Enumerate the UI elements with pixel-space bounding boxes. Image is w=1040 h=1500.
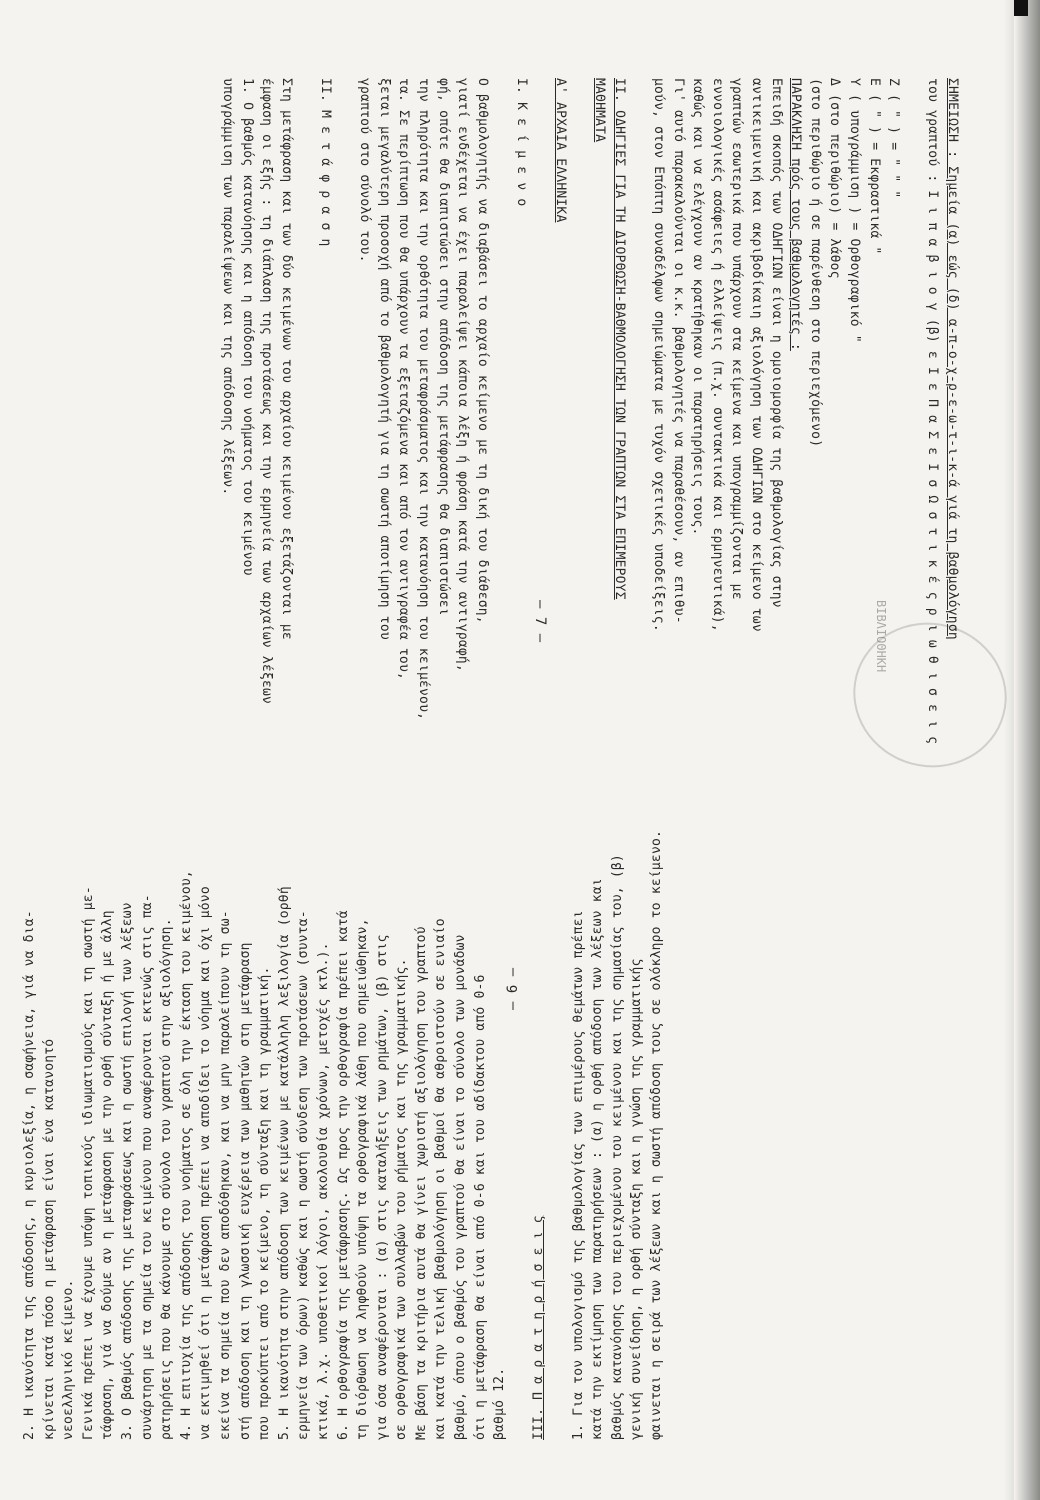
page7-line: φαινεται η σειρά των λέξεων και η σωστή απόδοση τους σε ολόκληρο το κείμενο. bbox=[649, 829, 664, 1440]
page7-line: να εκτιμηθεί ότι η μετάφραση πρέπει να αποδίδει το νόημα και όχι μόνο bbox=[198, 886, 214, 1440]
page6-line: 1. Ο βαθμός κατανόησης και η απόδοση του νοήματος του κειμένου bbox=[239, 78, 255, 576]
page7-line: γενική συνείδηση, η ορθή σύνταξη και η γνώση της γραμματικής bbox=[629, 958, 645, 1440]
page7-line: νεοελληνικό κείμενο. bbox=[61, 1279, 77, 1440]
page7-line: ότι η μετάφραση θα είναι από 0-6 και του αδίδακτου από 0-6 bbox=[472, 974, 488, 1440]
page6-line: Υ ( υπογράμμιση ) = Ορθογραφικό " bbox=[847, 78, 863, 343]
page6-line: υπογράμμιση των παραλείψεων και της απόδοσης λέξεων. bbox=[220, 78, 236, 496]
page6-line: αντικειμενική και ακριβοδίκαιη αξιολόγηση των ΟΔΗΓΙΩΝ στο κείμενο των bbox=[749, 78, 765, 632]
page7-line: βαθμό, όπου ο βαθμός του γραπτού θα είναι το σύνολο των μονάδων bbox=[453, 934, 469, 1440]
page6-line bbox=[296, 78, 316, 744]
page6-line: Στη μετάφραση και των δύο κειμένων του αρχαίου κειμένου εξετάζονται με bbox=[278, 78, 294, 640]
page6-line: εννοιολογικές ασάφειες ή ελλείψεις (π.χ. συντακτικά και ερμηνευτικά), bbox=[709, 78, 725, 632]
page6-line bbox=[492, 78, 512, 744]
page7-line bbox=[549, 830, 569, 1440]
page-number-6: – 6 – bbox=[505, 967, 521, 1010]
page6-line: ΙΙ. ΟΔΗΓΙΕΣ ΓΙΑ ΤΗ ΔΙΟΡΘΩΣΗ-ΒΑΘΜΟΛΟΓΗΣΗ ΤΩΝ ΓΡΑΠΤΩΝ ΣΤΑ ΕΠΙΜΕΡΟΥΣ bbox=[611, 78, 627, 600]
page6-line: (στο περιθώριο ή σε παρένθεση στο περιεχόμενο) bbox=[807, 78, 823, 448]
page6-line: Ζ ( " ) = " " " bbox=[886, 78, 902, 199]
page7-line: 6. Η ορθογραφία της μετάφρασης. Ως προς την ορθογραφία πρέπει κατά bbox=[335, 910, 351, 1440]
page6-line: ξεται μεγαλύτερη προσοχή από το βαθμολογητή για τη σωστή αποτίμηση του bbox=[376, 78, 392, 640]
page7-line: 5. Η ικανότητα στην απόδοση των κειμένων με κατάλληλη λεξιλογία (ορθή bbox=[276, 886, 292, 1440]
page6-line: Γι' αυτό παρακαλούνται οι κ.κ. βαθμολογητές να παραθέσουν, αν επιθυ- bbox=[670, 78, 686, 624]
page7-line: 4. Η επιτυχία της απόδοσης του νοήματος σε όλη την έκταση του κειμένου, bbox=[178, 870, 194, 1440]
page7-line: ΙΙΙ. Π α ρ α τ η ρ ή σ ε ι ς bbox=[531, 1215, 547, 1440]
page-7-text bbox=[20, 830, 667, 1440]
page6-line: Δ (στο περιθώριο) = λάθος bbox=[827, 78, 843, 279]
page6-line: τα. Σε περίπτωση που θα υπάρχουν τα εξεταζόμενα και από τον αντιγραφέα του, bbox=[396, 78, 412, 680]
page6-line: γραπτού στο σύνολό του. bbox=[357, 78, 373, 263]
page7-line: 3. Ο βαθμός απόδοσης της μεταφράσεως και η σωστή επιλογή των λέξεων bbox=[119, 902, 135, 1440]
page6-line bbox=[335, 78, 355, 744]
page6-line: καθώς και να ελέγχουν αν κρατήθηκαν οι παρατηρήσεις τους. bbox=[690, 78, 706, 536]
page7-line bbox=[510, 830, 530, 1440]
page7-line: βαθμό 12. bbox=[492, 1367, 508, 1440]
page7-line: κατά την εκτίμηση των παρατηρήσεων : (α) η ορθή απόδοση των λέξεων και bbox=[590, 878, 606, 1440]
page7-line: τη διόρθωση να ληφθούν υπόψη τα ορθογραφικά λάθη που σημειώθηκαν, bbox=[355, 918, 371, 1440]
page7-line: κρίνεται κατά πόσο η μετάφραση είναι ένα κατανοητό bbox=[41, 1038, 57, 1440]
page7-line: στή απόδοση και τη γλωσσική ευχέρεια των μαθητών στη μετάφραση bbox=[237, 942, 253, 1440]
page6-line: ΙΙ. Μ ε τ ά φ ρ α σ η bbox=[318, 78, 333, 247]
page7-line: Γενικά πρέπει να έχουμε υπόψη τοπικούς ιδιωματισμούς και τη σωστή με- bbox=[80, 886, 96, 1440]
page7-line: συνάρτηση με τα σημεία του κειμένου που αναφέρονται εκτενώς στις πα- bbox=[139, 894, 155, 1440]
library-stamp-text: ΒΙΒΛΙΟΘΗΚΗ bbox=[874, 600, 888, 673]
page7-line: και κατά την τελική βαθμολόγηση οι βαθμοί θα αθροιστούν σε ενιαίο bbox=[433, 918, 449, 1440]
page6-line: ΠΑΡΑΚΛΗΣΗ πρός τους βαθμολογητές : bbox=[788, 78, 804, 351]
page6-line: Ε ( " ) = Εκφραστικά " bbox=[866, 78, 882, 255]
page7-line: εκείνα τα σημεία που δεν αποδόθηκαν, και να μην παραλείπουν τη σω- bbox=[217, 910, 233, 1440]
page6-line: την πληρότητα και την ορθότητα του μεταφράσματος και την κατανόηση του κειμένου, bbox=[415, 78, 431, 721]
page7-line: σε ορθογραφικά των συλλαβών του ρήματος και της γραμματικής. bbox=[394, 958, 410, 1440]
page7-line: ρατηρήσεις που θα κάνουμε στο σύνολο του γραπτού στην αξιολόγηση. bbox=[159, 918, 175, 1440]
page7-line: που προκύπτει από το κείμενο, τη σύνταξη και τη γραμματική. bbox=[257, 966, 273, 1440]
page6-line: φή, οπότε θα διαπιστώσει στην απόδοση της μετάφρασης θα διαπιστώσει bbox=[435, 78, 451, 616]
page6-line: Επειδή σκοπός των ΟΔΗΓΙΩΝ είναι η ομοιομορφία της βαθμολογίας στην bbox=[768, 78, 784, 608]
page-number-7: – 7 – bbox=[532, 600, 548, 643]
page7-line: κτικά, λ.χ. υποθετικοί λόγοι, ακολουθία χρόνων, μετοχές κτλ.). bbox=[315, 942, 331, 1440]
page7-line: Με βάση τα κριτήρια αυτά θα γίνει χωριστή αξιολόγηση του γραπτού bbox=[413, 926, 429, 1440]
page7-line: ερμηνεία των όρων) καθώς και η σωστή σύνδεση των προτάσεων (συντα- bbox=[296, 910, 312, 1440]
page6-line: Α' ΑΡΧΑΙΑ ΕΛΛΗΝΙΚΑ bbox=[553, 78, 569, 223]
page6-line: Ο βαθμολογητής να διαβάσει το αρχαίο κείμενο με τη δική του διάθεση, bbox=[474, 78, 490, 624]
page7-line: για όσα αναφέρονται : (α) στις καταλήξεις των ρημάτων, (β) στις bbox=[374, 934, 390, 1440]
page6-line: γραπτών εσωτερικά που υπάρχουν στα κείμενα και υπογραμμίζονται με bbox=[729, 78, 745, 600]
page6-line: έμφαση οι εξής : τη διάπλαση της προτάσεως και την ερμηνεία των αρχαίων λέξεων bbox=[259, 78, 275, 705]
page7-line: βαθμός κατανόησης του περιεχομένου του κειμένου και της σημασίας του, (β) bbox=[609, 854, 625, 1440]
page6-line: Ι. Κ ε ί μ ε ν ο bbox=[513, 78, 529, 207]
page6-line: γιατί ενδέχεται να έχει παραλείψει κάποια λέξη ή φράση κατά την αντιγραφή, bbox=[455, 78, 471, 672]
page6-line: ΣΗΜΕΙΩΣΗ : Σημεία (α) εώς (δ) α-π-ο-χ-ρ-ε-ω-τ-ι-κ-ά γιά τη βαθμολόγηση bbox=[945, 78, 960, 640]
page7-line: τάφραση, γιά να δούμε αν η μετάφραση με την ορθή σύνταξη ή με άλλη bbox=[100, 910, 116, 1440]
page6-line: ΜΑΘΗΜΑΤΑ bbox=[592, 78, 608, 143]
page6-line: μούν, στον Επόπτη συναδέλφων σημειώματα με τυχόν σχετικές υποδείξεις. bbox=[651, 78, 667, 632]
page7-line: 2. Η ικανότητα της απόδοσης, η κυριολεξία, η σαφήνεια, γιά να δια- bbox=[22, 910, 37, 1440]
page6-line: του γραπτού : Ι ι π α β ι ο γ (β) ε Ι ε Π α Σ ε Ι σ Ω σ τ ι κ έ ς ρ ι ω θ ι σ ε ι ς bbox=[925, 78, 941, 745]
page7-line: 1. Για τον υπολογισμό της βαθμολογίας των επιμέρους θεμάτων πρέπει bbox=[570, 910, 586, 1440]
